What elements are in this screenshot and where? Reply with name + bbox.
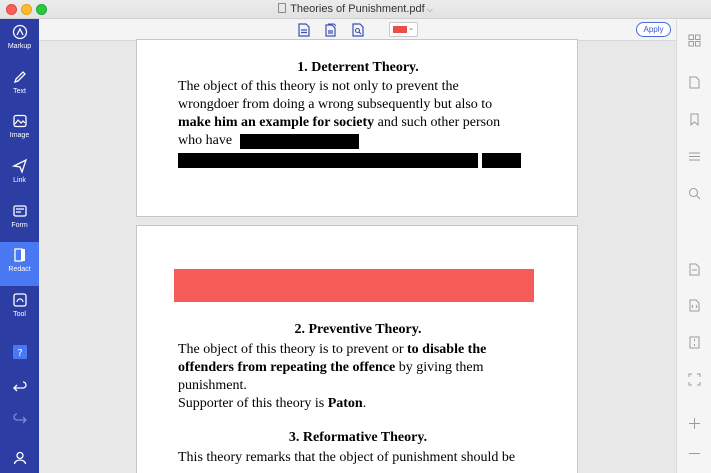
code-file-icon[interactable] bbox=[688, 299, 701, 312]
sidebar-item-image[interactable] bbox=[0, 108, 39, 152]
redaction-box[interactable] bbox=[178, 153, 478, 168]
page-heading: 2. Preventive Theory. bbox=[294, 322, 422, 337]
redaction-box[interactable] bbox=[240, 134, 359, 149]
redact-icon bbox=[12, 247, 28, 263]
form-icon bbox=[12, 203, 28, 219]
text-line: wrongdoer from doing a wrong subsequently but also to bbox=[178, 97, 493, 112]
window-title-text: Theories of Punishment.pdf bbox=[290, 3, 425, 15]
sidebar-item-label: Markup bbox=[7, 43, 32, 50]
sidebar-item-redact[interactable] bbox=[0, 242, 39, 286]
title-chevron-icon: ⌵ bbox=[426, 5, 433, 14]
text-line: This theory remarks that the object of punishment should be bbox=[178, 450, 516, 465]
page-heading: 1. Deterrent Theory. bbox=[297, 60, 419, 75]
redaction-color-swatch bbox=[393, 26, 407, 33]
sidebar-item-label: Text bbox=[13, 88, 26, 95]
left-tool-sidebar bbox=[0, 19, 39, 473]
search-icon[interactable] bbox=[688, 187, 701, 200]
window-title[interactable] bbox=[0, 3, 711, 15]
text-line: punishment. bbox=[178, 378, 247, 393]
text-line: who have bbox=[178, 133, 233, 148]
text-line bbox=[178, 395, 366, 413]
text-line bbox=[178, 341, 486, 359]
redaction-color-picker[interactable] bbox=[389, 22, 418, 37]
zoom-in-icon[interactable] bbox=[688, 417, 701, 430]
svg-text:?: ? bbox=[17, 348, 23, 359]
tool-icon bbox=[12, 292, 28, 308]
convert-file-icon[interactable] bbox=[688, 263, 701, 276]
redact-toolbar bbox=[39, 19, 711, 41]
bookmark-icon[interactable] bbox=[688, 113, 701, 126]
pdf-page-1[interactable] bbox=[136, 39, 578, 217]
document-icon bbox=[278, 3, 286, 13]
sidebar-item-link[interactable] bbox=[0, 153, 39, 197]
text-line: The object of this theory is not only to prevent the bbox=[178, 79, 459, 94]
compress-file-icon[interactable] bbox=[688, 336, 701, 349]
image-icon bbox=[12, 113, 28, 129]
page-heading: 3. Reformative Theory. bbox=[288, 430, 428, 445]
text-line bbox=[178, 114, 500, 132]
text-span: . bbox=[362, 396, 367, 411]
sidebar-item-label: Redact bbox=[8, 266, 31, 273]
bold-text: offenders from repeating the offence bbox=[178, 360, 396, 375]
search-redact-icon[interactable] bbox=[352, 23, 364, 37]
sidebar-item-text[interactable] bbox=[0, 64, 39, 108]
zoom-out-icon[interactable] bbox=[688, 447, 701, 460]
sidebar-item-form[interactable] bbox=[0, 198, 39, 242]
text-pen-icon bbox=[12, 69, 28, 85]
bold-text: Paton bbox=[327, 396, 363, 411]
title-bar bbox=[0, 0, 711, 19]
sidebar-item-label: Link bbox=[13, 177, 26, 184]
account-icon[interactable] bbox=[12, 450, 28, 466]
apply-redaction-button[interactable]: Apply bbox=[636, 22, 671, 37]
redo-icon[interactable] bbox=[12, 412, 28, 428]
sidebar-item-markup[interactable] bbox=[0, 19, 39, 63]
document-canvas[interactable] bbox=[39, 41, 676, 473]
redact-pages-icon[interactable] bbox=[325, 23, 337, 37]
thumbnails-icon[interactable] bbox=[688, 34, 701, 47]
help-icon[interactable] bbox=[12, 344, 28, 360]
text-span: The object of this theory is to prevent or bbox=[178, 342, 407, 357]
ocr-icon[interactable] bbox=[688, 373, 701, 386]
pending-redaction-area[interactable] bbox=[174, 269, 534, 302]
pdf-page-2[interactable] bbox=[136, 225, 578, 473]
chevron-down-icon: ⌄ bbox=[408, 25, 414, 32]
bold-text: make him an example for society bbox=[178, 115, 375, 130]
text-line bbox=[178, 359, 483, 377]
sidebar-item-label: Form bbox=[11, 222, 28, 229]
markup-icon bbox=[12, 24, 28, 40]
redaction-box[interactable] bbox=[482, 153, 521, 168]
text-span: by giving them bbox=[395, 360, 484, 375]
sidebar-item-tool[interactable] bbox=[0, 287, 39, 331]
bold-text: to disable the bbox=[407, 342, 487, 357]
text-span: Supporter of this theory is bbox=[178, 396, 328, 411]
link-icon bbox=[12, 158, 28, 174]
text-span: and such other person bbox=[374, 115, 501, 130]
sidebar-item-label: Tool bbox=[13, 311, 26, 318]
right-sidebar bbox=[676, 19, 711, 473]
sidebar-item-label: Image bbox=[9, 132, 30, 139]
outline-icon[interactable] bbox=[688, 150, 701, 163]
page-icon[interactable] bbox=[688, 76, 701, 89]
undo-icon[interactable] bbox=[12, 380, 28, 396]
mark-for-redaction-icon[interactable] bbox=[298, 23, 310, 37]
